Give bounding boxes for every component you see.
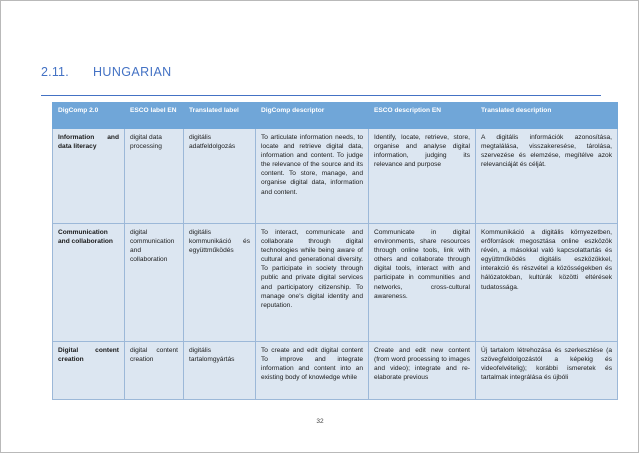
cell-digcomp: Digital content creation	[53, 342, 125, 400]
cell-esco-label: digital communication and collaboration	[125, 224, 184, 342]
cell-translated-label: digitális kommunikáció és együttműködés	[184, 224, 256, 342]
column-header-esco-description: ESCO description EN	[369, 103, 476, 129]
cell-esco-label: digital data processing	[125, 129, 184, 224]
cell-translated-description: Kommunikáció a digitális környezetben, erőforrások megosztása online eszközök révén, a másokkal való kapcsolattartás és együttműködés digitális eszközökkel, interakció és részvétel a közösségekben és hálózatokban, kultúrák közötti eltérések tudatossága.	[476, 224, 618, 342]
column-header-translated-label: Translated label	[184, 103, 256, 129]
column-header-translated-description: Translated description	[476, 103, 618, 129]
competence-table	[52, 102, 618, 400]
cell-esco-label: digital content creation	[125, 342, 184, 400]
page-number: 32	[316, 418, 324, 425]
cell-esco-description: Identify, locate, retrieve, store, organise and analyse digital information, judging its relevance and purpose	[369, 129, 476, 224]
cell-digcomp-descriptor: To articulate information needs, to locate and retrieve digital data, information and content. To judge the relevance of the source and its content. To store, manage, and organise digital data, information and content.	[256, 129, 369, 224]
column-header-digcomp-descriptor: DigComp descriptor	[256, 103, 369, 129]
page-title: HUNGARIAN	[93, 65, 172, 79]
cell-esco-description: Communicate in digital environments, share resources through online tools, link with others and collaborate through digital tools, interact with and participate in communities and networks, cross-cultural awareness.	[369, 224, 476, 342]
cell-translated-description: A digitális információk azonosítása, megtalálása, visszakeresése, tárolása, szervezése és elemzése, megítélve azok relevanciáját és célját.	[476, 129, 618, 224]
cell-translated-description: Új tartalom létrehozása és szerkesztése (a szövegfeldolgozástól a képekig és videofelvételig); korábbi ismeretek és tartalmak integrálása és újbóli	[476, 342, 618, 400]
page-footer	[14, 418, 626, 425]
cell-digcomp-descriptor: To interact, communicate and collaborate through digital technologies while being aware of cultural and generational diversity. To participate in society through public and private digital services and participatory citizenship. To manage one's digital identity and reputation.	[256, 224, 369, 342]
table-row	[53, 224, 618, 342]
cell-digcomp: Information and data literacy	[53, 129, 125, 224]
table-row	[53, 129, 618, 224]
cell-digcomp-descriptor: To create and edit digital content To improve and integrate information and content into an existing body of knowledge while	[256, 342, 369, 400]
cell-digcomp: Communication and collaboration	[53, 224, 125, 342]
cell-translated-label: digitális adatfeldolgozás	[184, 129, 256, 224]
cell-esco-description: Create and edit new content (from word processing to images and video); integrate and re-elaborate previous	[369, 342, 476, 400]
section-number: 2.11.	[41, 65, 69, 79]
table-row	[53, 342, 618, 400]
column-header-digcomp: DigComp 2.0	[53, 103, 125, 129]
cell-translated-label: digitális tartalomgyártás	[184, 342, 256, 400]
table-header-row	[53, 103, 618, 129]
page-content-area	[14, 10, 626, 444]
column-header-esco-label: ESCO label EN	[125, 103, 184, 129]
table-clip-region	[14, 10, 626, 382]
